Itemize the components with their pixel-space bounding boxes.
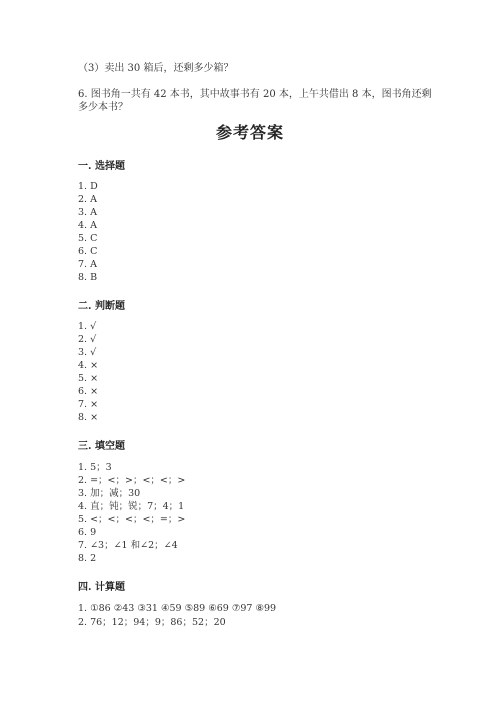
answer-item: 3. √ bbox=[78, 347, 97, 358]
answer-item: 1. √ bbox=[78, 321, 97, 332]
section-heading-judgement: 二. 判断题 bbox=[78, 301, 125, 312]
answer-item: 8. × bbox=[78, 412, 99, 423]
answer-key-title: 参考答案 bbox=[215, 123, 284, 142]
answer-item: 8. 2 bbox=[78, 553, 97, 564]
answer-item: 7. A bbox=[78, 259, 97, 270]
question-6-line-2: 多少本书？ bbox=[78, 102, 128, 113]
question-5-part-3: （3）卖出 30 箱后，还剩多少箱？ bbox=[78, 63, 234, 74]
answer-item: 6. 9 bbox=[78, 527, 97, 538]
answer-item: 7. × bbox=[78, 399, 99, 410]
answer-item: 1. 5；3 bbox=[78, 462, 112, 473]
answer-item: 3. A bbox=[78, 207, 97, 218]
answer-item: 2. 76；12；94；9；86；52；20 bbox=[78, 617, 226, 628]
answer-item: 8. B bbox=[78, 272, 98, 283]
answer-item: 2. A bbox=[78, 194, 97, 205]
section-heading-calculation: 四. 计算题 bbox=[78, 582, 125, 593]
answer-item: 3. 加；减；30 bbox=[78, 488, 141, 499]
answer-item: 7. ∠3；∠1 和∠2；∠4 bbox=[78, 540, 178, 551]
answer-item: 6. C bbox=[78, 246, 98, 257]
section-heading-fill-blank: 三. 填空题 bbox=[78, 441, 125, 452]
section-heading-choice: 一. 选择题 bbox=[78, 161, 125, 172]
answer-item: 6. × bbox=[78, 386, 99, 397]
answer-item: 2. √ bbox=[78, 334, 97, 345]
answer-item: 4. × bbox=[78, 360, 99, 371]
answer-item: 5. C bbox=[78, 233, 98, 244]
answer-item: 1. D bbox=[78, 181, 98, 192]
answer-item: 2. =；<；>；<；<；> bbox=[78, 475, 186, 486]
question-6-line-1: 6. 图书角一共有 42 本书，其中故事书有 20 本，上午共借出 8 本，图书角还剩 bbox=[78, 89, 432, 100]
answer-item: 1. ①86 ②43 ③31 ④59 ⑤89 ⑥69 ⑦97 ⑧99 bbox=[78, 603, 277, 614]
answer-item: 4. A bbox=[78, 220, 97, 231]
answer-item: 4. 直；钝；锐；7；4；1 bbox=[78, 501, 185, 512]
answer-item: 5. <；<；<；<；=；> bbox=[78, 514, 186, 525]
answer-item: 5. × bbox=[78, 373, 99, 384]
